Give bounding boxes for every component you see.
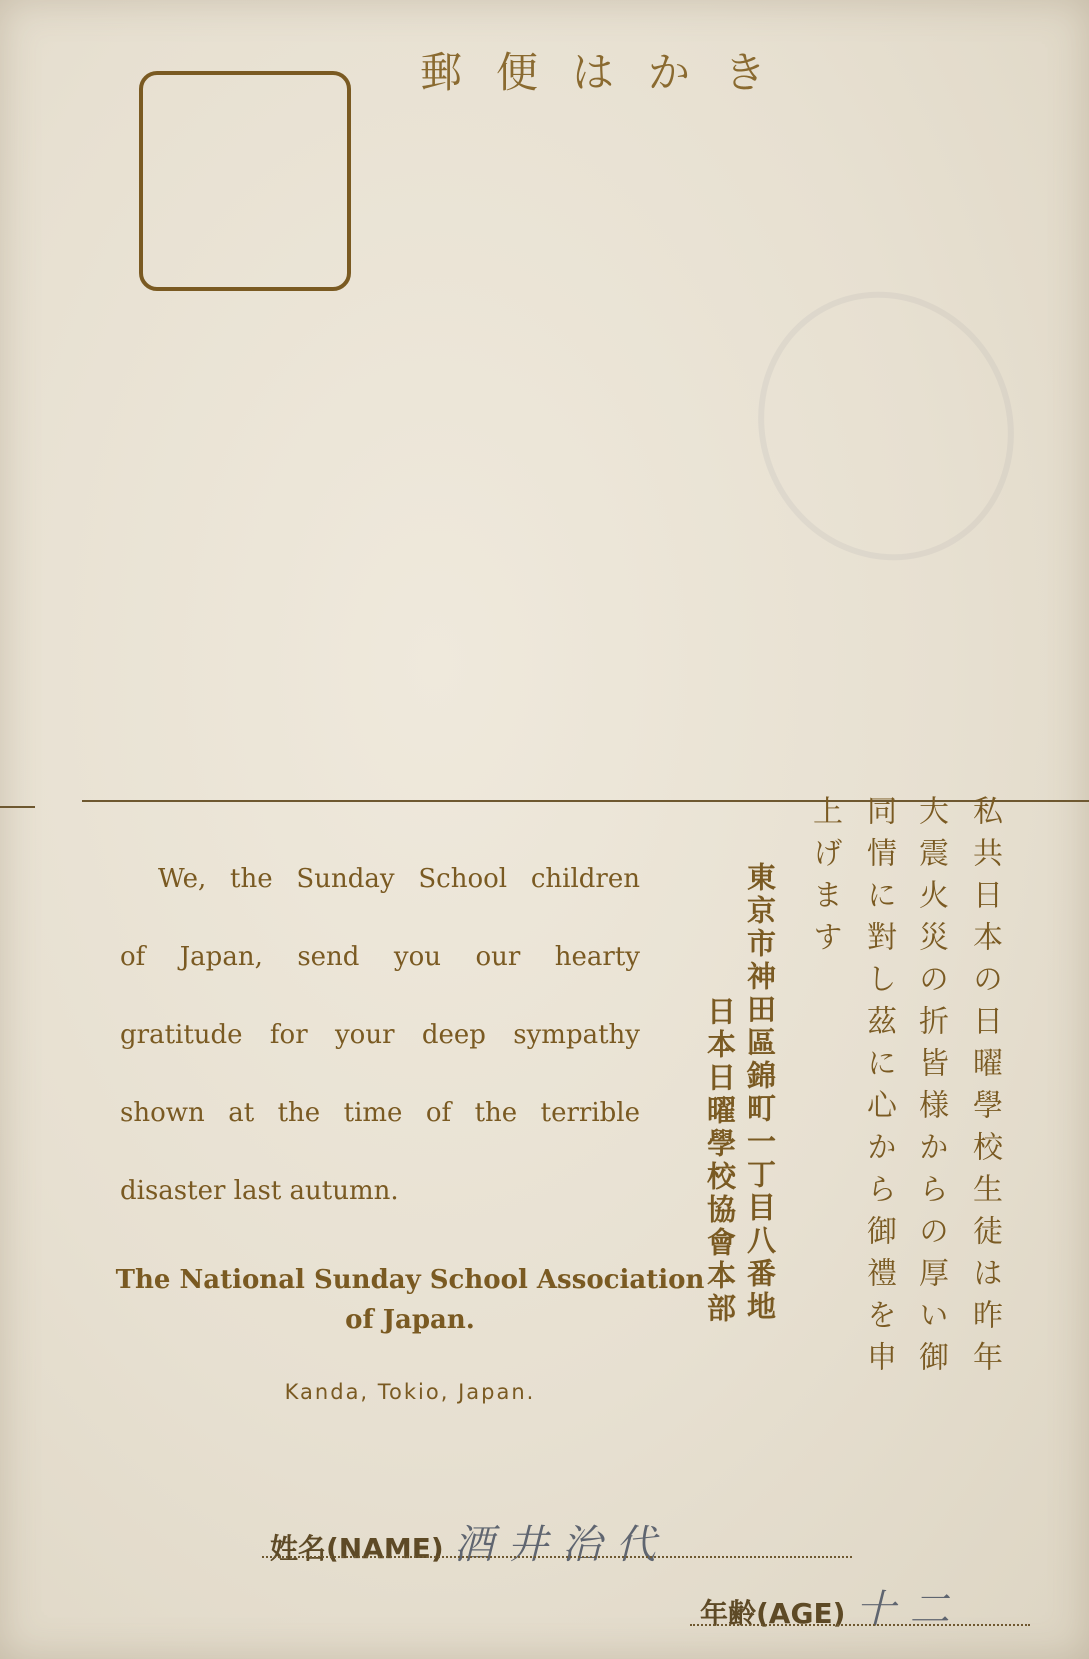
divider-left xyxy=(0,806,35,808)
age-label: 年齢(AGE) xyxy=(700,1597,846,1630)
faint-pencil-mark xyxy=(714,249,1057,602)
age-dotted-line xyxy=(690,1624,1030,1626)
age-value: 十二 xyxy=(855,1587,964,1633)
name-dotted-line xyxy=(262,1556,852,1558)
name-value: 酒井治代 xyxy=(453,1522,670,1568)
name-field xyxy=(270,1513,670,1570)
stamp-box xyxy=(139,71,351,291)
sender-org-line1: The National Sunday School Association xyxy=(115,1265,705,1295)
japanese-message-column: 上げます xyxy=(807,795,842,963)
age-field xyxy=(700,1578,963,1635)
japanese-org-line: 日本日曜學校協會本部 xyxy=(703,996,737,1326)
sender-address: Kanda, Tokio, Japan. xyxy=(284,1380,536,1404)
message-line: gratitude for your deep sympathy xyxy=(120,1020,640,1050)
japanese-message-column: 同情に對し茲に心から御禮を申 xyxy=(861,795,896,1383)
message-line: disaster last autumn. xyxy=(120,1176,399,1206)
japanese-message-column: 大震火災の折皆様からの厚い御 xyxy=(913,795,948,1383)
name-label: 姓名(NAME) xyxy=(270,1532,444,1565)
message-line: of Japan, send you our hearty xyxy=(120,942,640,972)
english-message xyxy=(120,840,640,1230)
postcard-header: 郵便はかき xyxy=(420,48,801,97)
japanese-message-column: 私共日本の日曜學校生徒は昨年 xyxy=(967,795,1002,1383)
japanese-address-line: 東京市神田區錦町一丁目八番地 xyxy=(743,862,777,1324)
message-line: shown at the time of the terrible xyxy=(120,1098,640,1128)
sender-org-line2: of Japan. xyxy=(345,1305,475,1335)
message-line: We, the Sunday School children xyxy=(158,864,640,894)
sender-organization xyxy=(110,1260,710,1340)
